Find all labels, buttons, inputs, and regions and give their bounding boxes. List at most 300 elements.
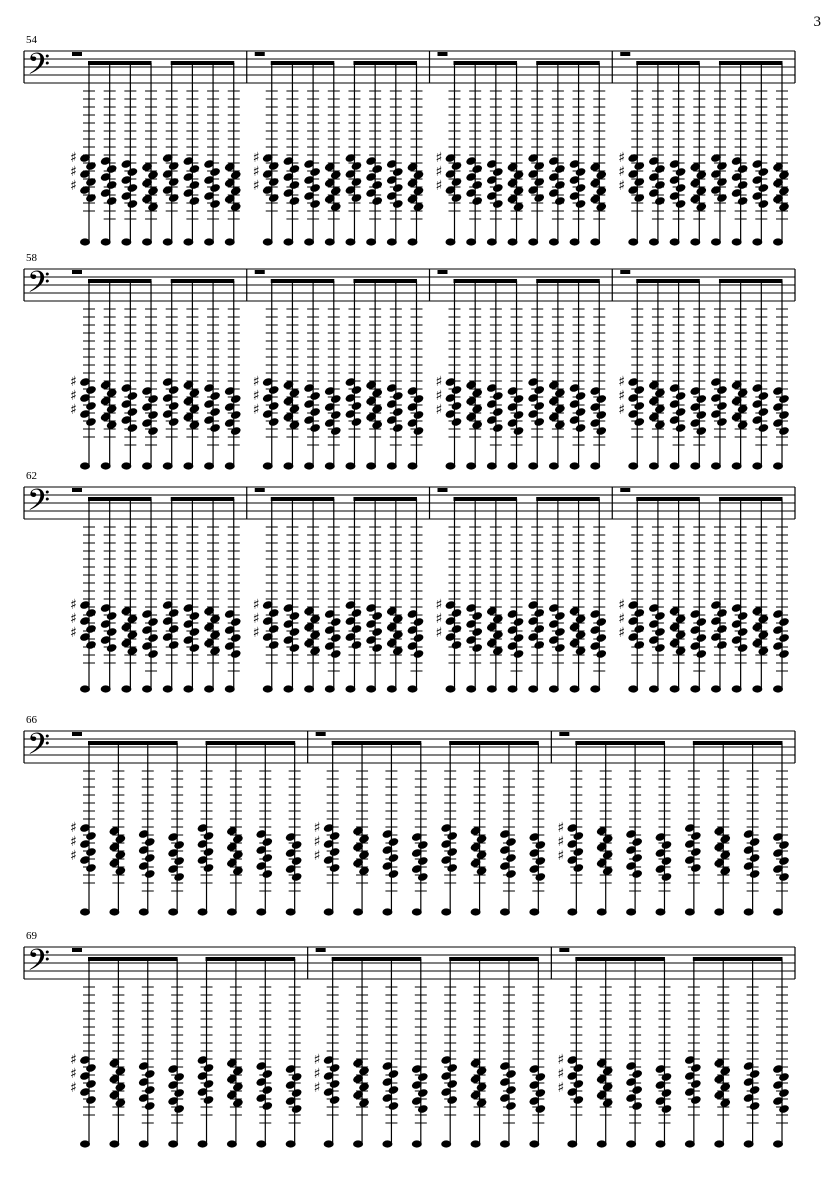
notehead	[505, 1069, 517, 1079]
notehead	[778, 649, 790, 659]
notehead	[351, 193, 363, 203]
notehead	[351, 417, 363, 427]
notehead	[595, 426, 607, 436]
sharp-icon: ♯	[313, 834, 321, 850]
chord	[203, 499, 221, 693]
measure	[436, 487, 613, 693]
chord	[345, 63, 363, 246]
sharp-icon: ♯	[70, 611, 77, 627]
notehead	[752, 462, 762, 469]
notehead	[382, 908, 392, 915]
notehead	[533, 640, 545, 650]
notehead	[508, 685, 518, 692]
notehead	[163, 462, 173, 469]
notehead	[661, 1088, 673, 1098]
notehead	[631, 853, 643, 863]
sharp-icon: ♯	[252, 402, 260, 418]
notehead	[528, 685, 538, 692]
notehead	[773, 908, 783, 915]
notehead	[572, 863, 584, 873]
notehead	[85, 608, 97, 618]
sharp-icon: ♯	[313, 848, 321, 864]
notehead	[675, 183, 687, 193]
notehead	[500, 1140, 510, 1147]
notehead	[106, 164, 118, 174]
notehead	[371, 180, 383, 190]
notehead	[572, 1063, 584, 1073]
notehead	[451, 177, 463, 187]
notehead	[492, 407, 504, 417]
sharp-icon: ♯	[70, 374, 77, 390]
notehead	[732, 238, 742, 245]
notehead	[757, 183, 769, 193]
chord	[411, 743, 429, 916]
notehead	[508, 238, 518, 245]
notehead	[716, 640, 728, 650]
notehead	[268, 608, 280, 618]
notehead	[690, 847, 702, 857]
notehead	[261, 837, 273, 847]
chord	[70, 743, 97, 916]
notehead	[487, 462, 497, 469]
chord	[303, 63, 321, 246]
chord	[465, 499, 483, 693]
notehead	[351, 401, 363, 411]
notehead	[534, 1072, 546, 1082]
chord	[710, 499, 728, 693]
chord	[386, 281, 404, 470]
beam	[171, 279, 235, 283]
notehead	[168, 624, 180, 634]
chord	[689, 63, 707, 246]
whole-rest	[559, 948, 569, 952]
sharp-icon: ♯	[618, 597, 626, 613]
notehead	[351, 385, 363, 395]
notehead	[85, 640, 97, 650]
chord	[713, 959, 731, 1148]
notehead	[570, 238, 580, 245]
notehead	[505, 1085, 517, 1095]
notehead	[446, 462, 456, 469]
chord	[436, 63, 463, 246]
notehead	[533, 417, 545, 427]
notehead	[144, 1101, 156, 1111]
whole-rest	[72, 52, 82, 56]
notehead	[654, 196, 666, 206]
notehead	[670, 238, 680, 245]
sharp-icon: ♯	[618, 150, 626, 166]
chord	[282, 499, 300, 693]
whole-rest	[620, 270, 630, 274]
sharp-icon: ♯	[435, 374, 443, 390]
system-2	[24, 266, 795, 470]
chord	[182, 63, 200, 246]
notehead	[471, 1140, 481, 1147]
notehead	[351, 177, 363, 187]
notehead	[675, 407, 687, 417]
notehead	[188, 180, 200, 190]
notehead	[168, 608, 180, 618]
notehead	[749, 869, 761, 879]
chord	[710, 63, 728, 246]
notehead	[508, 462, 518, 469]
notehead	[554, 164, 566, 174]
notehead	[387, 1101, 399, 1111]
chord	[282, 63, 300, 246]
notehead	[230, 649, 242, 659]
notehead	[261, 853, 273, 863]
notehead	[505, 837, 517, 847]
notehead	[101, 238, 111, 245]
sharp-icon: ♯	[70, 178, 77, 194]
sharp-icon: ♯	[435, 597, 443, 613]
notehead	[209, 423, 221, 433]
chord	[314, 743, 341, 916]
beam	[636, 497, 700, 501]
notehead	[633, 417, 645, 427]
sharp-icon: ♯	[70, 834, 77, 850]
notehead	[749, 853, 761, 863]
notehead	[188, 627, 200, 637]
notehead	[757, 167, 769, 177]
notehead	[168, 640, 180, 650]
chord	[669, 281, 687, 470]
chord	[625, 959, 643, 1148]
notehead	[188, 196, 200, 206]
notehead	[554, 643, 566, 653]
notehead	[778, 394, 790, 404]
notehead	[225, 462, 235, 469]
notehead	[492, 391, 504, 401]
notehead	[533, 385, 545, 395]
notehead	[121, 462, 131, 469]
notehead	[575, 167, 587, 177]
notehead	[737, 164, 749, 174]
notehead	[590, 462, 600, 469]
system-4	[24, 728, 795, 916]
chord	[407, 281, 425, 470]
notehead	[85, 177, 97, 187]
chord	[527, 281, 545, 470]
notehead	[534, 856, 546, 866]
notehead	[392, 423, 404, 433]
notehead	[695, 617, 707, 627]
sharp-icon: ♯	[557, 834, 565, 850]
sharp-icon: ♯	[435, 388, 443, 404]
sharp-icon: ♯	[313, 1066, 321, 1082]
measure	[70, 51, 247, 246]
notehead	[633, 608, 645, 618]
notehead	[572, 831, 584, 841]
notehead	[329, 831, 341, 841]
notehead	[466, 462, 476, 469]
notehead	[412, 1140, 422, 1147]
chord	[224, 499, 242, 693]
notehead	[147, 633, 159, 643]
chord	[141, 63, 159, 246]
notehead	[505, 1101, 517, 1111]
chord	[303, 281, 321, 470]
beam	[536, 279, 600, 283]
notehead	[752, 238, 762, 245]
measure	[314, 947, 552, 1148]
notehead	[757, 423, 769, 433]
notehead	[85, 1095, 97, 1105]
notehead	[283, 462, 293, 469]
chord	[465, 281, 483, 470]
notehead	[695, 410, 707, 420]
notehead	[737, 196, 749, 206]
notehead	[147, 617, 159, 627]
notehead	[142, 462, 152, 469]
notehead	[695, 394, 707, 404]
notehead	[330, 633, 342, 643]
notehead	[628, 462, 638, 469]
notehead	[121, 238, 131, 245]
notehead	[513, 633, 525, 643]
notehead	[168, 193, 180, 203]
notehead	[413, 617, 425, 627]
notehead	[85, 847, 97, 857]
beam	[271, 497, 335, 501]
notehead	[451, 161, 463, 171]
sharp-icon: ♯	[618, 611, 626, 627]
notehead	[633, 640, 645, 650]
notehead	[168, 908, 178, 915]
chord	[70, 281, 97, 470]
sharp-icon: ♯	[618, 625, 626, 641]
notehead	[147, 649, 159, 659]
notehead	[291, 840, 303, 850]
sharp-icon: ♯	[252, 374, 260, 390]
notehead	[351, 624, 363, 634]
notehead	[288, 196, 300, 206]
notehead	[85, 863, 97, 873]
notehead	[451, 401, 463, 411]
notehead	[595, 649, 607, 659]
chord	[655, 959, 673, 1148]
notehead	[329, 1095, 341, 1105]
chord	[141, 281, 159, 470]
notehead	[286, 908, 296, 915]
notehead	[163, 685, 173, 692]
bass-clef-icon: 𝄢	[27, 728, 51, 769]
chord	[655, 743, 673, 916]
sharp-icon: ♯	[70, 164, 77, 180]
chord	[255, 743, 273, 916]
chord	[625, 743, 643, 916]
notehead	[230, 426, 242, 436]
notehead	[695, 633, 707, 643]
chord	[499, 743, 517, 916]
notehead	[633, 624, 645, 634]
notehead	[633, 401, 645, 411]
chord	[440, 743, 458, 916]
measure	[557, 947, 795, 1148]
chord	[486, 281, 504, 470]
notehead	[351, 161, 363, 171]
notehead	[533, 193, 545, 203]
notehead	[685, 908, 695, 915]
chord	[253, 281, 280, 470]
notehead	[188, 611, 200, 621]
notehead	[716, 161, 728, 171]
chord	[324, 281, 342, 470]
chord	[352, 743, 370, 916]
beam	[454, 497, 518, 501]
chord	[731, 281, 749, 470]
system-3	[24, 484, 795, 693]
notehead	[655, 1140, 665, 1147]
whole-rest	[316, 948, 326, 952]
beam	[171, 61, 235, 65]
notehead	[597, 908, 607, 915]
notehead	[183, 238, 193, 245]
notehead	[572, 1095, 584, 1105]
chord	[100, 281, 118, 470]
measure	[253, 269, 430, 470]
notehead	[513, 426, 525, 436]
chord	[303, 499, 321, 693]
notehead	[505, 869, 517, 879]
whole-rest	[72, 488, 82, 492]
notehead	[371, 164, 383, 174]
notehead	[256, 1140, 266, 1147]
notehead	[778, 410, 790, 420]
measure	[70, 487, 247, 693]
notehead	[534, 1088, 546, 1098]
notehead	[351, 640, 363, 650]
notehead	[631, 869, 643, 879]
notehead	[451, 640, 463, 650]
beam	[454, 61, 518, 65]
sharp-icon: ♯	[435, 402, 443, 418]
notehead	[329, 1079, 341, 1089]
notehead	[451, 385, 463, 395]
notehead	[413, 649, 425, 659]
notehead	[353, 908, 363, 915]
chord	[324, 63, 342, 246]
sharp-icon: ♯	[313, 1080, 321, 1096]
notehead	[417, 856, 429, 866]
chord	[743, 959, 761, 1148]
whole-rest	[255, 270, 265, 274]
notehead	[173, 1088, 185, 1098]
sharp-icon: ♯	[557, 1052, 565, 1068]
notehead	[749, 1101, 761, 1111]
sharp-icon: ♯	[435, 150, 443, 166]
notehead	[654, 180, 666, 190]
chord	[569, 281, 587, 470]
notehead	[329, 1063, 341, 1073]
notehead	[203, 1079, 215, 1089]
notehead	[466, 685, 476, 692]
notehead	[291, 872, 303, 882]
whole-rest	[255, 52, 265, 56]
notehead	[500, 908, 510, 915]
notehead	[451, 608, 463, 618]
chord	[596, 959, 614, 1148]
beam	[88, 61, 152, 65]
notehead	[345, 462, 355, 469]
notehead	[626, 1140, 636, 1147]
sharp-icon: ♯	[70, 820, 77, 836]
beam	[271, 279, 335, 283]
whole-rest	[72, 732, 82, 736]
notehead	[417, 1088, 429, 1098]
notehead	[85, 831, 97, 841]
whole-rest	[316, 732, 326, 736]
notehead	[631, 837, 643, 847]
notehead	[304, 462, 314, 469]
beam	[693, 741, 783, 745]
chord	[772, 63, 790, 246]
notehead	[268, 417, 280, 427]
notehead	[595, 633, 607, 643]
notehead	[329, 847, 341, 857]
sharp-icon: ♯	[252, 388, 260, 404]
measure	[436, 269, 613, 470]
bass-clef-icon: 𝄢	[27, 484, 51, 525]
chord	[618, 63, 645, 246]
notehead	[695, 649, 707, 659]
notehead	[716, 417, 728, 427]
notehead	[288, 164, 300, 174]
notehead	[732, 685, 742, 692]
notehead	[225, 238, 235, 245]
chord	[743, 743, 761, 916]
notehead	[144, 869, 156, 879]
notehead	[633, 177, 645, 187]
notehead	[147, 410, 159, 420]
notehead	[168, 177, 180, 187]
notehead	[268, 193, 280, 203]
chord	[224, 63, 242, 246]
notehead	[575, 423, 587, 433]
notehead	[268, 624, 280, 634]
notehead	[513, 394, 525, 404]
chord	[751, 281, 769, 470]
chord	[386, 63, 404, 246]
notehead	[716, 177, 728, 187]
notehead	[451, 417, 463, 427]
notehead	[291, 1104, 303, 1114]
chord	[465, 63, 483, 246]
chord	[589, 281, 607, 470]
notehead	[126, 407, 138, 417]
chord	[70, 63, 97, 246]
notehead	[85, 1063, 97, 1073]
chord	[648, 63, 666, 246]
sharp-icon: ♯	[435, 611, 443, 627]
chord	[436, 281, 463, 470]
chord	[255, 959, 273, 1148]
whole-rest	[255, 488, 265, 492]
notehead	[168, 401, 180, 411]
notehead	[575, 407, 587, 417]
chord	[527, 499, 545, 693]
whole-rest	[438, 52, 448, 56]
notehead	[716, 193, 728, 203]
notehead	[387, 462, 397, 469]
notehead	[446, 238, 456, 245]
notehead	[572, 1079, 584, 1089]
measure-number: 58	[26, 252, 37, 264]
notehead	[778, 1072, 790, 1082]
chord	[314, 959, 341, 1148]
beam	[271, 61, 335, 65]
beam	[719, 61, 783, 65]
